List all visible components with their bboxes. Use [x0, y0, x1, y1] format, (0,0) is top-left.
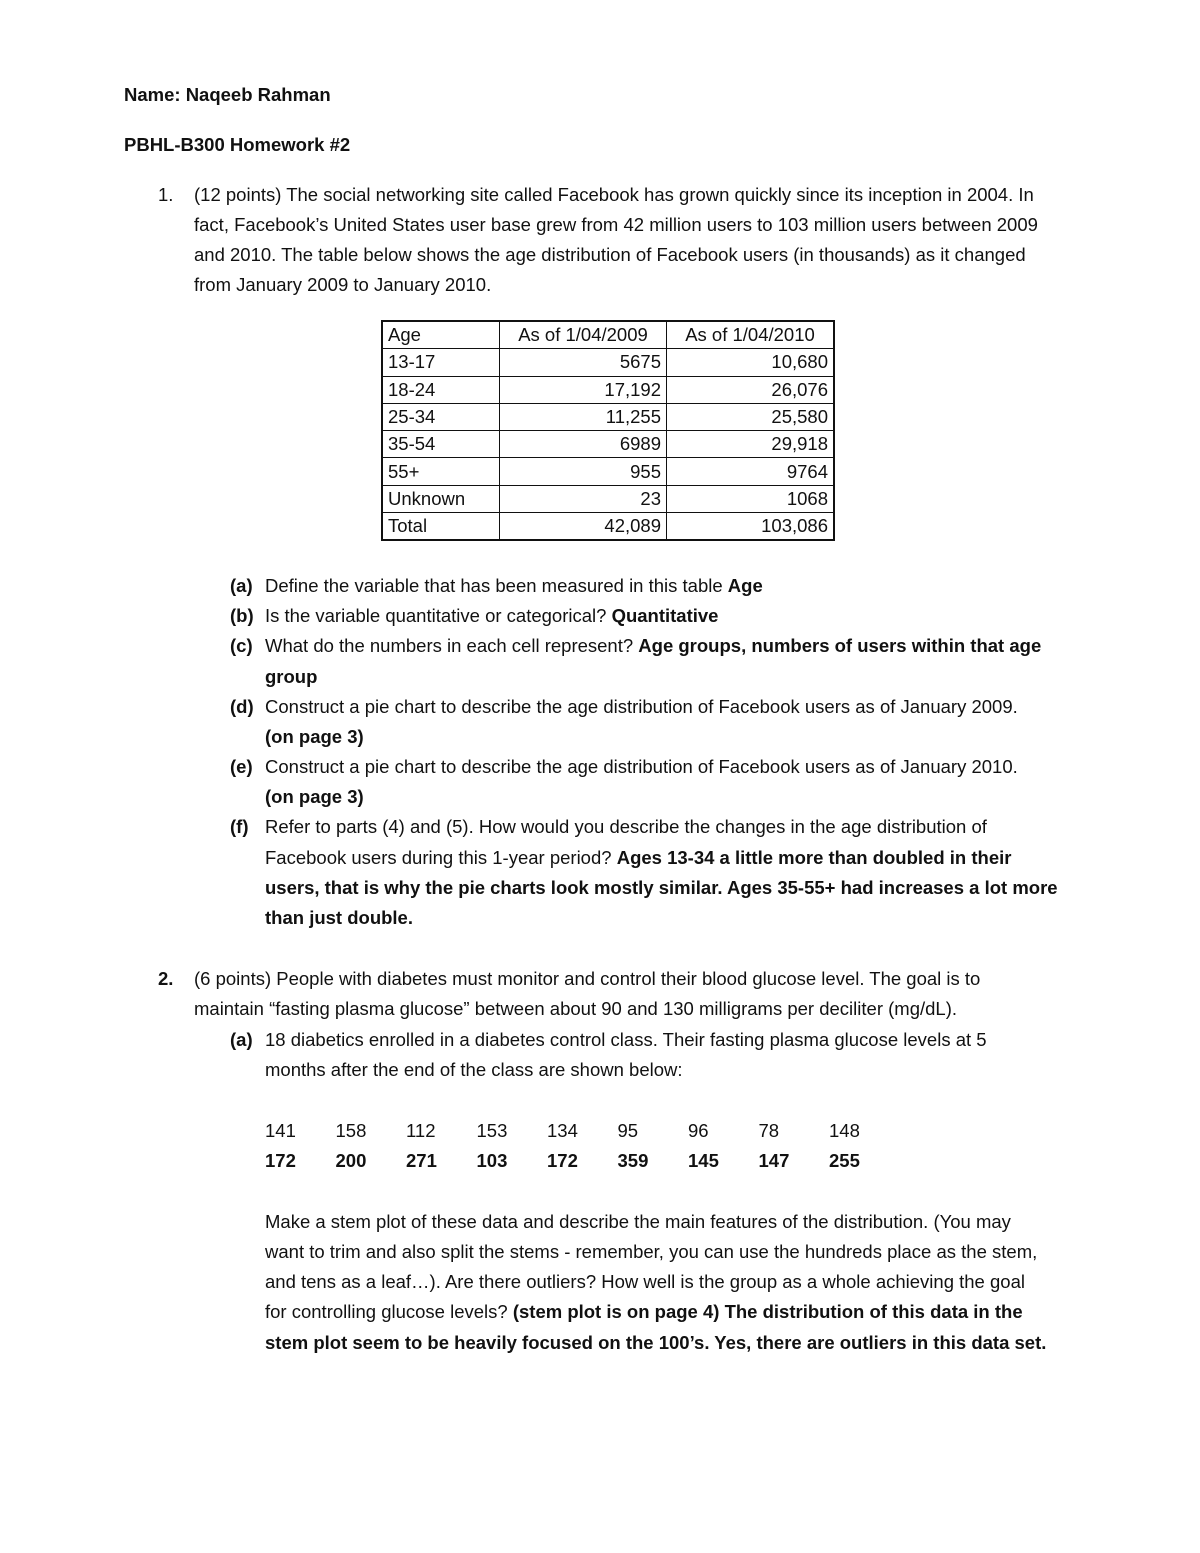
question-2-number: 2.	[158, 968, 174, 989]
glucose-value: 172	[265, 1150, 296, 1171]
glucose-value: 141	[265, 1120, 296, 1141]
glucose-value: 271	[406, 1150, 437, 1171]
part-b-label: (b)	[230, 605, 254, 626]
part-f-question: Refer to parts (4) and (5). How would you describe the changes in the age distribution of	[265, 816, 987, 837]
part-e-question: Construct a pie chart to describe the age distribution of Facebook users as of January 2010.	[265, 756, 1018, 777]
q2-part-a-label: (a)	[230, 1029, 253, 1050]
table-cell: 29,918	[667, 431, 835, 458]
table-cell: 955	[500, 458, 667, 485]
table-row	[382, 349, 834, 376]
q2-part-a-line-2: months after the end of the class are shown below:	[265, 1059, 683, 1080]
part-c-answer-cont: group	[265, 666, 318, 687]
table-header-cell: As of 1/04/2010	[667, 321, 835, 349]
q2-instr-line-1: Make a stem plot of these data and describe the main features of the distribution. (You may	[265, 1211, 1011, 1232]
glucose-value: 153	[476, 1120, 508, 1141]
q1-line-2: fact, Facebook’s United States user base grew from 42 million users to 103 million users between 2009	[194, 214, 1038, 235]
glucose-value: 359	[617, 1150, 649, 1171]
table-cell: Unknown	[382, 485, 500, 512]
q2-instr-line-2: want to trim and also split the stems - remember, you can use the hundreds place as the stem,	[265, 1241, 1038, 1262]
part-f-question-cont: Facebook users during this 1-year period?	[265, 847, 612, 868]
table-cell: 42,089	[500, 513, 667, 541]
table-cell: 25-34	[382, 403, 500, 430]
table-cell: 18-24	[382, 376, 500, 403]
part-e-answer: (on page 3)	[265, 786, 364, 807]
glucose-value: 95	[617, 1120, 639, 1141]
q1-line-3: and 2010. The table below shows the age distribution of Facebook users (in thousands) as it changed	[194, 244, 1026, 265]
part-d-answer: (on page 3)	[265, 726, 364, 747]
part-f-answer: Ages 13-34 a little more than doubled in their	[616, 847, 1012, 868]
q2-answer: (stem plot is on page 4) The distribution of this data in the	[512, 1301, 1023, 1322]
q2-line-2: maintain “fasting plasma glucose” between about 90 and 130 milligrams per deciliter (mg/dL).	[194, 998, 957, 1019]
glucose-value: 158	[335, 1120, 367, 1141]
table-row	[382, 513, 834, 541]
table-row	[382, 376, 834, 403]
question-1-number: 1.	[158, 184, 174, 205]
table-cell: 55+	[382, 458, 500, 485]
glucose-values-row-1	[265, 1120, 985, 1142]
facebook-age-table	[381, 320, 835, 541]
glucose-value: 103	[476, 1150, 508, 1171]
table-row	[382, 431, 834, 458]
q2-answer-cont: stem plot seem to be heavily focused on the 100’s. Yes, there are outliers in this data set.	[265, 1332, 1047, 1353]
table-cell: 13-17	[382, 349, 500, 376]
assignment-title: PBHL-B300 Homework #2	[124, 134, 351, 155]
glucose-value: 172	[547, 1150, 578, 1171]
table-cell: 17,192	[500, 376, 667, 403]
table-header-cell: As of 1/04/2009	[500, 321, 667, 349]
table-cell: 26,076	[667, 376, 835, 403]
table-cell: 11,255	[500, 403, 667, 430]
table-cell: 23	[500, 485, 667, 512]
table-row	[382, 485, 834, 512]
q2-instr-line-3: and tens as a leaf…). Are there outliers? How well is the group as a whole achieving the goal	[265, 1271, 1025, 1292]
part-b-text	[265, 605, 718, 627]
part-f-answer-cont: users, that is why the pie charts look mostly similar. Ages 35-55+ had increases a lot more	[265, 877, 1058, 898]
glucose-value: 255	[829, 1150, 860, 1171]
table-cell: 6989	[500, 431, 667, 458]
part-f-answer-end: than just double.	[265, 907, 413, 928]
table-cell: 25,580	[667, 403, 835, 430]
q2-part-a-line-1: 18 diabetics enrolled in a diabetes control class. Their fasting plasma glucose levels at 5	[265, 1029, 987, 1050]
part-a-answer: Age	[727, 575, 763, 596]
part-c-answer: Age groups, numbers of users within that age	[638, 635, 1042, 656]
q2-line-1: (6 points) People with diabetes must monitor and control their blood glucose level. The goal is to	[194, 968, 981, 989]
glucose-value: 96	[688, 1120, 709, 1141]
table-header-cell: Age	[382, 321, 500, 349]
part-c-text	[265, 635, 1041, 657]
part-c-question: What do the numbers in each cell represent?	[265, 635, 634, 656]
table-row	[382, 458, 834, 485]
part-d-label: (d)	[230, 696, 254, 717]
table-cell: 10,680	[667, 349, 835, 376]
part-c-label: (c)	[230, 635, 253, 656]
glucose-values-row-2	[265, 1150, 985, 1172]
table-cell: 35-54	[382, 431, 500, 458]
part-b-question: Is the variable quantitative or categorical?	[265, 605, 607, 626]
table-cell: 5675	[500, 349, 667, 376]
part-a-text	[265, 575, 763, 597]
glucose-value: 147	[758, 1150, 790, 1171]
student-name: Name: Naqeeb Rahman	[124, 84, 331, 105]
table-row	[382, 403, 834, 430]
table-cell: 1068	[667, 485, 835, 512]
q2-instr-line-4	[265, 1301, 1023, 1323]
glucose-value: 78	[758, 1120, 780, 1141]
table-header-row	[382, 321, 834, 349]
part-d-question: Construct a pie chart to describe the age distribution of Facebook users as of January 2009.	[265, 696, 1018, 717]
glucose-value: 200	[335, 1150, 367, 1171]
table-cell: 9764	[667, 458, 835, 485]
part-a-question: Define the variable that has been measured in this table	[265, 575, 723, 596]
table-cell: 103,086	[667, 513, 835, 541]
glucose-value: 112	[406, 1120, 436, 1141]
glucose-value: 148	[829, 1120, 860, 1141]
q1-line-4: from January 2009 to January 2010.	[194, 274, 492, 295]
q1-line-1: (12 points) The social networking site called Facebook has grown quickly since its inception in 2004. In	[194, 184, 1034, 205]
glucose-value: 134	[547, 1120, 578, 1141]
part-f-label: (f)	[230, 816, 249, 837]
part-b-answer: Quantitative	[611, 605, 719, 626]
glucose-value: 145	[688, 1150, 719, 1171]
part-a-label: (a)	[230, 575, 253, 596]
part-e-label: (e)	[230, 756, 253, 777]
part-f-text-2	[265, 847, 1011, 869]
q2-question-end: for controlling glucose levels?	[265, 1301, 508, 1322]
table-cell: Total	[382, 513, 500, 541]
